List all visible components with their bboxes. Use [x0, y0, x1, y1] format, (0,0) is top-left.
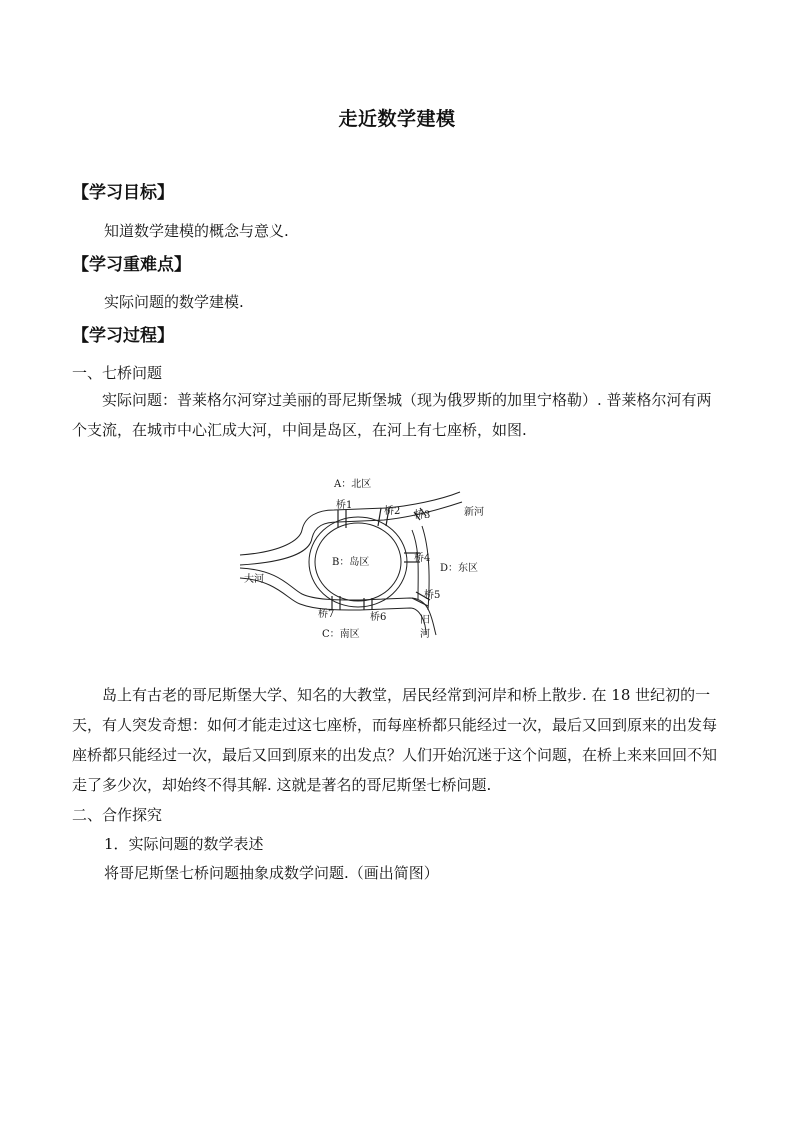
- label-south: C：南区: [322, 629, 360, 640]
- label-bridge-3: 桥3: [414, 510, 431, 521]
- label-bridge-7: 桥7: [318, 609, 335, 620]
- label-bridge-4: 桥4: [414, 553, 431, 564]
- seven-bridges-map: [0, 470, 794, 670]
- part1-heading: 一、七桥问题: [72, 364, 163, 382]
- goal-text: 知道数学建模的概念与意义.: [104, 222, 289, 240]
- label-bridge-2: 桥2: [384, 506, 401, 517]
- part1-story-text: 岛上有古老的哥尼斯堡大学、知名的大教堂，居民经常到河岸和桥上散步. 在 18 世纪初的一天，有人突发奇想：如何才能走过这七座桥，而每座桥都只能经过一次，最后又回到原来的出发每座桥都只能经过一次，最后又回到原来的出发点？人们开始沉迷于这个问题，在桥上来来回回不知走了多少次，却始终不得其解. 这就是著名的哥尼斯堡七桥问题.: [72, 686, 718, 794]
- label-bridge-5: 桥5: [424, 590, 441, 601]
- label-east: D：东区: [440, 563, 479, 574]
- goal-heading: 【学习目标】: [72, 183, 174, 203]
- page-title: 走近数学建模: [338, 108, 456, 130]
- label-old-river-1: 旧: [420, 615, 430, 626]
- label-bridge-1: 桥1: [336, 500, 353, 511]
- key-text: 实际问题的数学建模.: [104, 293, 244, 311]
- key-heading: 【学习重难点】: [72, 255, 191, 275]
- part1-intro: [72, 385, 724, 445]
- part1-story: [72, 680, 724, 800]
- label-north: A：北区: [334, 479, 372, 490]
- label-big-river: 大河: [244, 574, 264, 585]
- part2-task: 将哥尼斯堡七桥问题抽象成数学问题.（画出简图）: [104, 864, 439, 882]
- label-new-river: 新河: [464, 507, 484, 518]
- label-island: B：岛区: [332, 557, 370, 568]
- process-heading: 【学习过程】: [72, 326, 174, 346]
- part1-intro-text: 实际问题：普莱格尔河穿过美丽的哥尼斯堡城（现为俄罗斯的加里宁格勒）. 普莱格尔河有两个支流，在城市中心汇成大河，中间是岛区，在河上有七座桥，如图.: [72, 391, 712, 439]
- part2-sub1: 1．实际问题的数学表述: [104, 835, 264, 853]
- label-bridge-6: 桥6: [370, 612, 387, 623]
- label-old-river-2: 河: [420, 629, 430, 640]
- part2-heading: 二、合作探究: [72, 806, 163, 824]
